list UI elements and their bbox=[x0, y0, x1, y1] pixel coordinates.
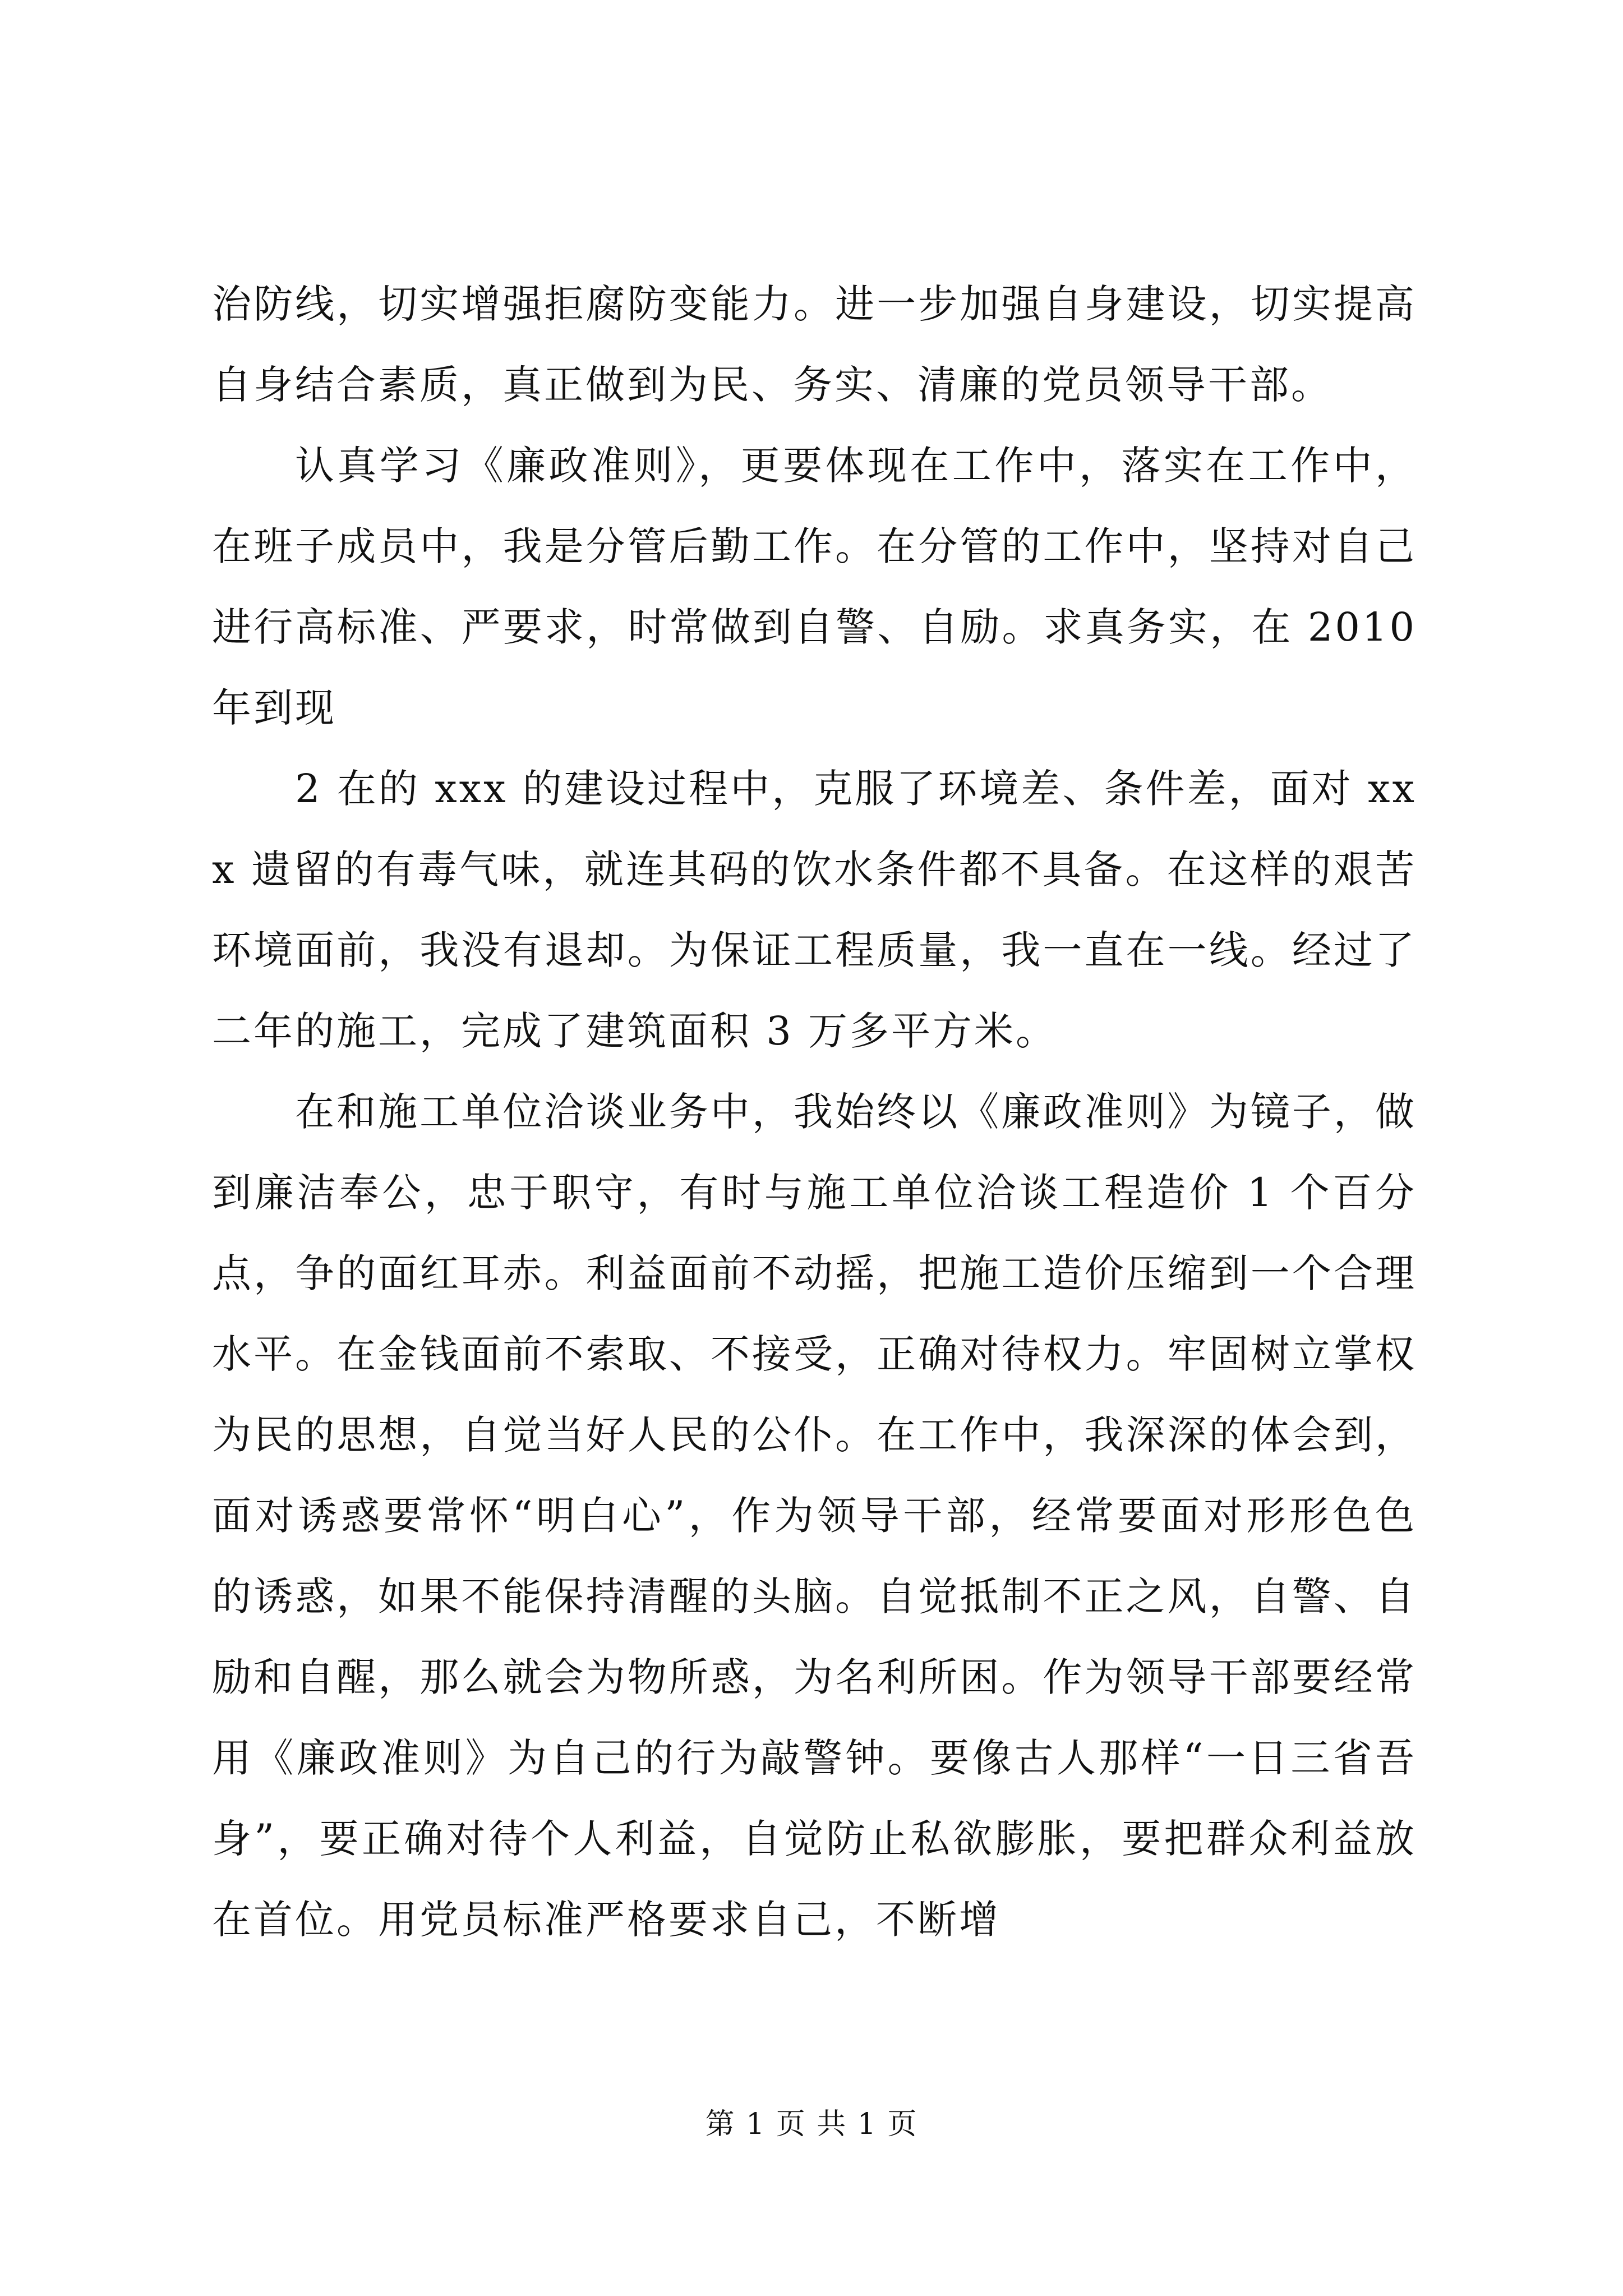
paragraph-1: 治防线，切实增强拒腐防变能力。进一步加强自身建设，切实提高自身结合素质，真正做到为民、务实、清廉的党员领导干部。 bbox=[212, 281, 1417, 408]
paragraph-2: 认真学习《廉政准则》，更要体现在工作中，落实在工作中，在班子成员中，我是分管后勤工作。在分管的工作中，坚持对自己进行高标准、严要求，时常做到自警、自励。求真务实，在 2010 年到现 bbox=[212, 443, 1417, 731]
document-body bbox=[212, 264, 1417, 1960]
page-number-label: 第 1 页 共 1 页 bbox=[705, 2108, 918, 2141]
page-footer bbox=[0, 2105, 1623, 2144]
paragraph-3: 2 在的 xxx 的建设过程中，克服了环境差、条件差，面对 xxx 遗留的有毒气味，就连其码的饮水条件都不具备。在这样的艰苦环境面前，我没有退却。为保证工程质量，我一直在一线。经过了二年的施工，完成了建筑面积 3 万多平方米。 bbox=[212, 766, 1417, 1054]
paragraph-4: 在和施工单位洽谈业务中，我始终以《廉政准则》为镜子，做到廉洁奉公，忠于职守，有时与施工单位洽谈工程造价 1 个百分点，争的面红耳赤。利益面前不动摇，把施工造价压缩到一个合理水平。在金钱面前不索取、不接受，正确对待权力。牢固树立掌权为民的思想，自觉当好人民的公仆。在工作中，我深深的体会到，面对诱惑要常怀“明白心”，作为领导干部，经常要面对形形色色的诱惑，如果不能保持清醒的头脑。自觉抵制不正之风，自警、自励和自醒，那么就会为物所惑，为名利所困。作为领导干部要经常用《廉政准则》为自己的行为敲警钟。要像古人那样“一日三省吾身”，要正确对待个人利益，自觉防止私欲膨胀，要把群众利益放在首位。用党员标准严格要求自己，不断增 bbox=[212, 1089, 1417, 1943]
